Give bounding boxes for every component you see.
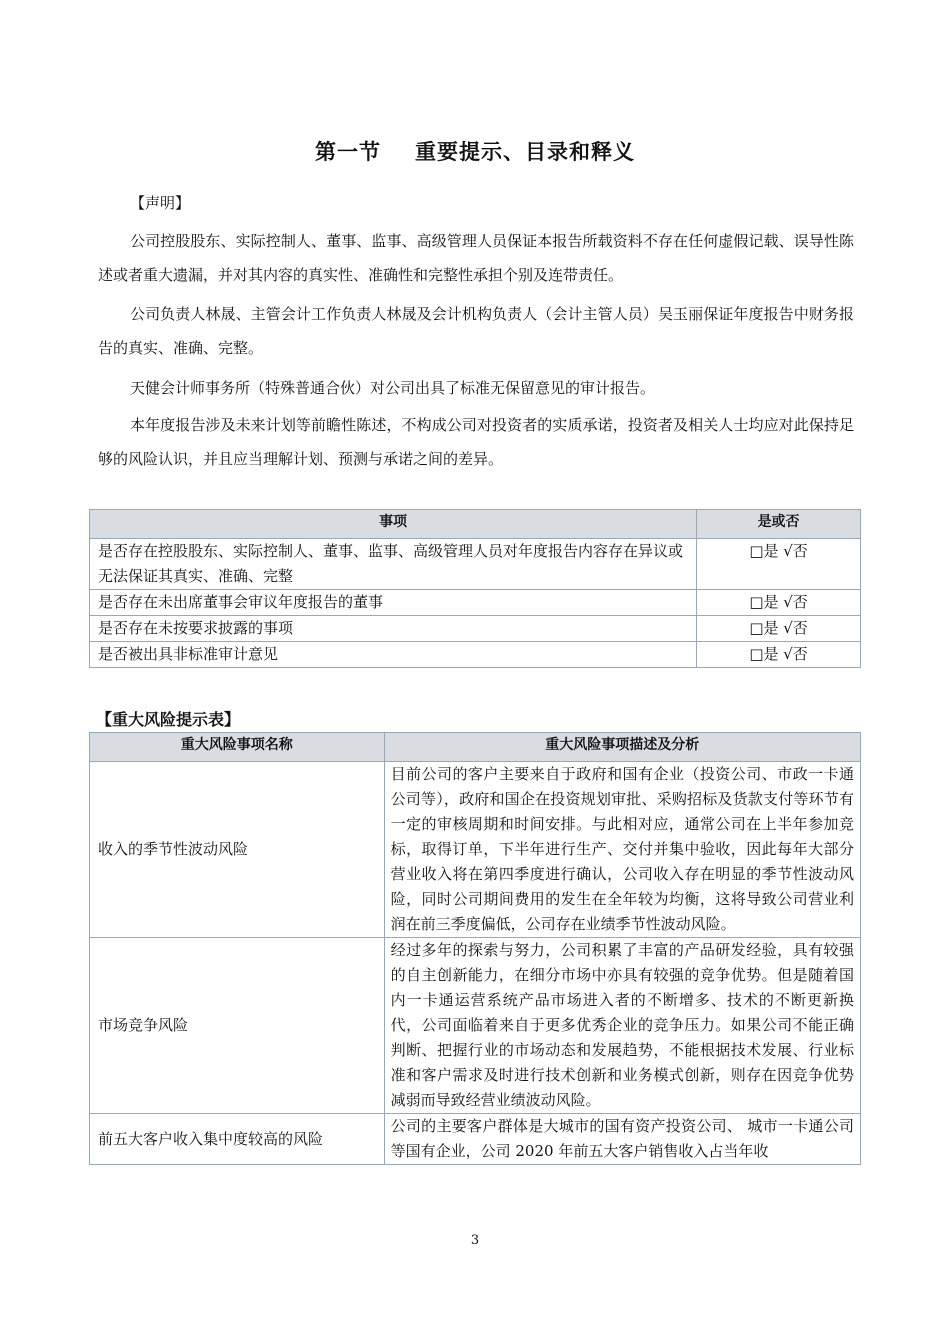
column-header: 事项 bbox=[90, 510, 697, 539]
table-row bbox=[90, 539, 861, 590]
declaration-paragraph: 公司负责人林晟、主管会计工作负责人林晟及会计机构负责人（会计主管人员）吴玉丽保证年度报告中财务报告的真实、准确、完整。 bbox=[98, 305, 854, 357]
matter-item: 是否存在未按要求披露的事项 bbox=[90, 616, 697, 642]
table-row bbox=[90, 616, 861, 642]
matter-item: 是否存在控股股东、实际控制人、董事、监事、高级管理人员对年度报告内容存在异议或无法保证其真实、准确、完整 bbox=[90, 539, 697, 590]
table-row bbox=[90, 642, 861, 668]
table-row bbox=[90, 762, 861, 938]
column-header: 是或否 bbox=[697, 510, 861, 539]
matter-answer: □是 √否 bbox=[697, 590, 861, 616]
matters-table bbox=[89, 509, 861, 668]
column-header: 重大风险事项名称 bbox=[90, 733, 385, 762]
risk-description: 目前公司的客户主要来自于政府和国有企业（投资公司、市政一卡通公司等），政府和国企在投资规划审批、采购招标及货款支付等环节有一定的审核周期和时间安排。与此相对应，通常公司在上半年参加竞标，取得订单，下半年进行生产、交付并集中验收，因此每年大部分营业收入将在第四季度进行确认，公司收入存在明显的季节性波动风险，同时公司期间费用的发生在全年较为均衡，这将导致公司营业利润在前三季度偏低，公司存在业绩季节性波动风险。 bbox=[384, 762, 860, 938]
matter-answer: □是 √否 bbox=[697, 539, 861, 590]
matter-item: 是否存在未出席董事会审议年度报告的董事 bbox=[90, 590, 697, 616]
matter-item: 是否被出具非标准审计意见 bbox=[90, 642, 697, 668]
table-row bbox=[90, 1114, 861, 1165]
table-row bbox=[90, 938, 861, 1114]
matter-answer: □是 √否 bbox=[697, 616, 861, 642]
declaration-paragraph: 本年度报告涉及未来计划等前瞻性陈述，不构成公司对投资者的实质承诺，投资者及相关人士均应对此保持足够的风险认识，并且应当理解计划、预测与承诺之间的差异。 bbox=[98, 416, 854, 468]
risk-description: 公司的主要客户群体是大城市的国有资产投资公司、 城市一卡通公司等国有企业，公司 2020 年前五大客户销售收入占当年收 bbox=[384, 1114, 860, 1165]
table-row bbox=[90, 590, 861, 616]
risk-description: 经过多年的探索与努力，公司积累了丰富的产品研发经验，具有较强的自主创新能力，在细分市场中亦具有较强的竞争优势。但是随着国内一卡通运营系统产品市场进入者的不断增多、技术的不断更新换代，公司面临着来自于更多优秀企业的竞争压力。如果公司不能正确判断、把握行业的市场动态和发展趋势，不能根据技术发展、行业标准和客户需求及时进行技术创新和业务模式创新，则存在因竞争优势减弱而导致经营业绩波动风险。 bbox=[384, 938, 860, 1114]
section-number: 第一节 bbox=[315, 140, 381, 164]
page-number: 3 bbox=[470, 1233, 480, 1248]
risk-name: 市场竞争风险 bbox=[90, 938, 385, 1114]
declaration-label: 【声明】 bbox=[130, 194, 191, 212]
risk-name: 收入的季节性波动风险 bbox=[90, 762, 385, 938]
risk-table-title: 【重大风险提示表】 bbox=[96, 710, 241, 729]
risk-name: 前五大客户收入集中度较高的风险 bbox=[90, 1114, 385, 1165]
declaration-paragraph: 天健会计师事务所（特殊普通合伙）对公司出具了标准无保留意见的审计报告。 bbox=[130, 379, 656, 397]
declaration-paragraph: 公司控股股东、实际控制人、董事、监事、高级管理人员保证本报告所载资料不存在任何虚假记载、误导性陈述或者重大遗漏，并对其内容的真实性、准确性和完整性承担个别及连带责任。 bbox=[98, 232, 854, 284]
column-header: 重大风险事项描述及分析 bbox=[384, 733, 860, 762]
matter-answer: □是 √否 bbox=[697, 642, 861, 668]
risk-table bbox=[89, 732, 861, 1165]
section-title: 重要提示、目录和释义 bbox=[415, 140, 635, 164]
page-title bbox=[0, 136, 950, 166]
